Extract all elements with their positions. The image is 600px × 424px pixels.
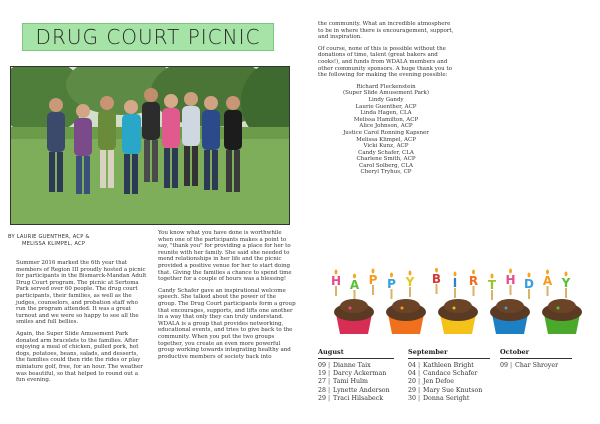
article-title: DRUG COURT PICNIC [35,25,261,49]
month-divider [318,358,394,359]
banner-letter: I [452,276,458,290]
article-column-3 [318,21,454,176]
article-column-1 [16,260,148,389]
banner-letter: A [349,278,360,292]
happy-birthday-graphic [322,268,592,340]
banner-letter: H [330,274,342,288]
banner-letter: Y [405,275,415,289]
list-item: 04 | Kathleen Bright [408,362,474,369]
list-item: 09 | Dianne Taix [318,362,371,369]
sponsor-name: Charlene Smith, ACP [356,156,416,163]
month-divider [408,358,490,359]
banner-letter: Y [561,276,571,290]
cupcakes [334,299,582,334]
article-column-2 [158,230,296,365]
list-item: 28 | Lynette Anderson [318,386,390,394]
sponsor-name: Candy Schafer, CLA [358,149,414,156]
group-photo-illustration [11,67,289,224]
article-title-box [22,23,274,51]
sponsor-name: Richard Fleckenstein [356,83,416,90]
paragraph: Again, the Super Slide Amusement Park donated arm bracelets to the families. After enjoying a meal of chicken, pulled pork, hot dogs, potatoes, beans, salads, and desserts, the families could then ride the rides or play miniature golf, free, for an hour. The weather was beautiful, so that helped to round out a fun evening. [16,330,143,384]
birthday-cupcakes-illustration [322,268,592,340]
byline [8,234,148,248]
sponsor-name: Lindy Gandy [368,96,404,103]
paragraph: Summer 2016 marked the 6th year that members of Region III proudly hosted a picnic for participants in the Bismarck-Mandan Adult Drug Court program. The picnic at Sertoma Park served over 60 people. The drug court participants, their families, as well as the judges, counselors, and probation staff who run the program attended. It was a great turnout and we were so happy to see all the smiles and full bellies. [16,260,147,326]
birthday-banner-letters [331,268,571,300]
list-item: 04 | Candace Schafer [408,370,478,378]
group-photo [10,66,290,225]
cupcake [386,299,426,334]
list-item: 30 | Donna Seright [408,394,470,402]
cupcake [334,299,374,334]
thank-you-list [318,84,454,176]
paragraph: Of course, none of this is possible without the donations of time, talent (great bakers and cooks!), and funds from WDALA members and other community sponsors. A huge thank you to the following for making the evening possible: [318,45,452,79]
byline-line-2: MELISSA KLIMPEL, ACP [22,241,86,247]
sponsor-name: (Super Slide Amusement Park) [342,90,430,97]
sponsor-name: Justice Carol Ronning Kapsner [343,129,429,136]
list-item: 29 | Mary Sue Knutson [408,386,483,394]
month-heading-august: August [318,348,344,356]
month-divider [500,358,572,359]
banner-letter: B [431,272,442,286]
banner-letter: P [387,277,396,291]
paragraph: You know what you have done is worthwhile when one of the participants makes a point to say, "thank you" for providing a place for her to reunite with her family. She said she needed to mend relationships in her life and the picnic provided a positive venue for her to start doing that. Giving the families a chance to spend time together for a couple of hours was a blessing! [158,230,292,283]
list-item: 20 | Jen Defoe [408,378,454,386]
sponsor-name: Cheryl Tryhus, CP [360,169,412,176]
sponsor-name: Laurie Guenther, ACP [355,103,417,110]
sponsor-name: Melissa Hamilton, ACP [353,116,419,123]
banner-letter: D [524,277,534,291]
sponsor-name: Vicki Kunz, ACP [363,143,409,150]
byline-line-1: BY LAURIE GUENTHER, ACP & [8,234,90,240]
list-item: 19 | Darcy Ackerman [318,370,387,378]
paragraph: Candy Schafer gave an inspirational welcome speech. She talked about the power of the group. The Drug Court participants form a group that encourages, supports, and lifts one another in a way that only they can truly understand. WDALA is a group that provides networking, educational events, and tries to give back to the community. When you put the two groups together, you create an even more powerful group working towards integrating healthy and productive members of society back into [158,287,296,360]
banner-letter: T [487,278,497,292]
banner-letter: H [505,273,516,287]
sponsor-name: Alice Johnson, ACP [359,123,413,130]
month-heading-september: September [408,348,448,356]
birthday-list-august [318,362,390,403]
paragraph: the community. What an incredible atmosphere to be in where there is encouragement, support, and inspiration. [318,21,454,41]
birthday-list-september [408,362,482,403]
cupcake [542,299,582,334]
list-item: 27 | Tami Hulm [318,378,368,386]
list-item: 29 | Traci Hilsabeck [318,394,384,402]
banner-letter: A [542,274,553,288]
banner-letter: R [468,274,479,288]
sponsor-name: Linda Hagen, CLA [360,110,412,117]
sponsor-name: Carol Solberg, CLA [358,162,414,169]
month-heading-october: October [500,348,530,356]
cupcake [490,299,530,334]
birthday-list-october [500,362,558,370]
banner-letter: P [368,273,378,287]
sponsor-name: Melissa Klimpel, ACP [356,136,416,143]
list-item: 09 | Char Shroyer [500,362,559,369]
cupcake [438,299,478,334]
